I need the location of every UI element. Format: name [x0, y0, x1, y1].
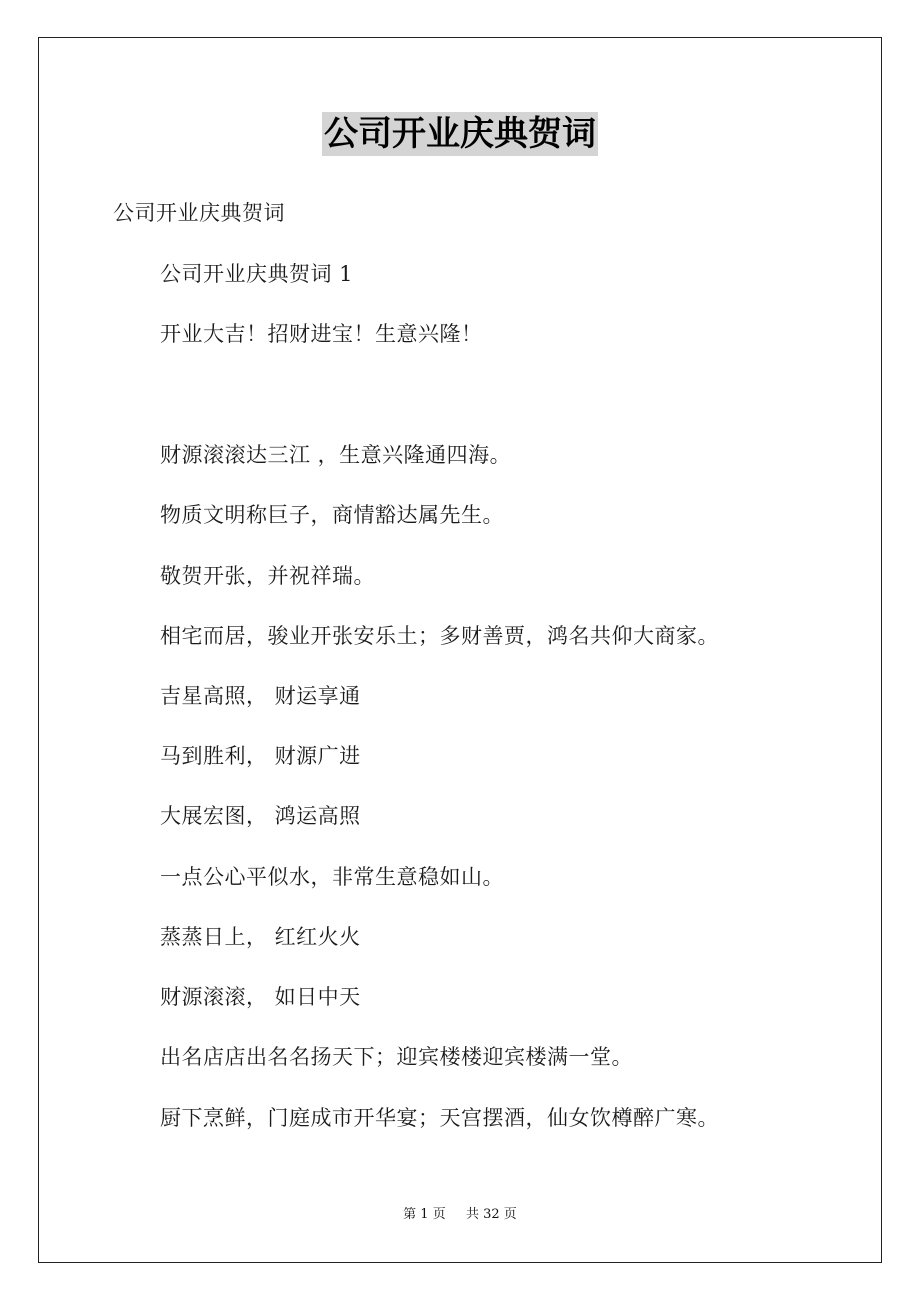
- paragraph: 开业大吉！招财进宝！生意兴隆！: [160, 322, 483, 346]
- paragraph: 敬贺开张，并祝祥瑞。: [160, 564, 375, 588]
- paragraph: 厨下烹鲜，门庭成市开华宴；天宫摆酒，仙女饮樽醉广寒。: [160, 1106, 719, 1130]
- paragraph: 财源滚滚达三江 ，生意兴隆通四海。: [160, 443, 512, 467]
- paragraph: 出名店店出名名扬天下；迎宾楼楼迎宾楼满一堂。: [160, 1045, 633, 1069]
- paragraph: 相宅而居，骏业开张安乐土；多财善贾，鸿名共仰大商家。: [160, 624, 719, 648]
- title-container: [0, 112, 920, 156]
- document-title: 公司开业庆典贺词: [324, 114, 596, 154]
- page-number-current: 第 1 页: [403, 1207, 446, 1222]
- paragraph: 吉星高照， 财运享通: [160, 684, 361, 708]
- section-heading: 公司开业庆典贺词 1: [160, 262, 354, 286]
- paragraph: 一点公心平似水，非常生意稳如山。: [160, 865, 504, 889]
- paragraph: 财源滚滚， 如日中天: [160, 985, 361, 1009]
- page-number-total: 共 32 页: [466, 1207, 517, 1222]
- paragraph: 马到胜利， 财源广进: [160, 744, 361, 768]
- paragraph: 大展宏图， 鸿运高照: [160, 804, 361, 828]
- document-subtitle: 公司开业庆典贺词: [113, 201, 285, 225]
- page-footer: [0, 1205, 920, 1225]
- paragraph: 物质文明称巨子，商情豁达属先生。: [160, 503, 504, 527]
- paragraph: 蒸蒸日上， 红红火火: [160, 925, 361, 949]
